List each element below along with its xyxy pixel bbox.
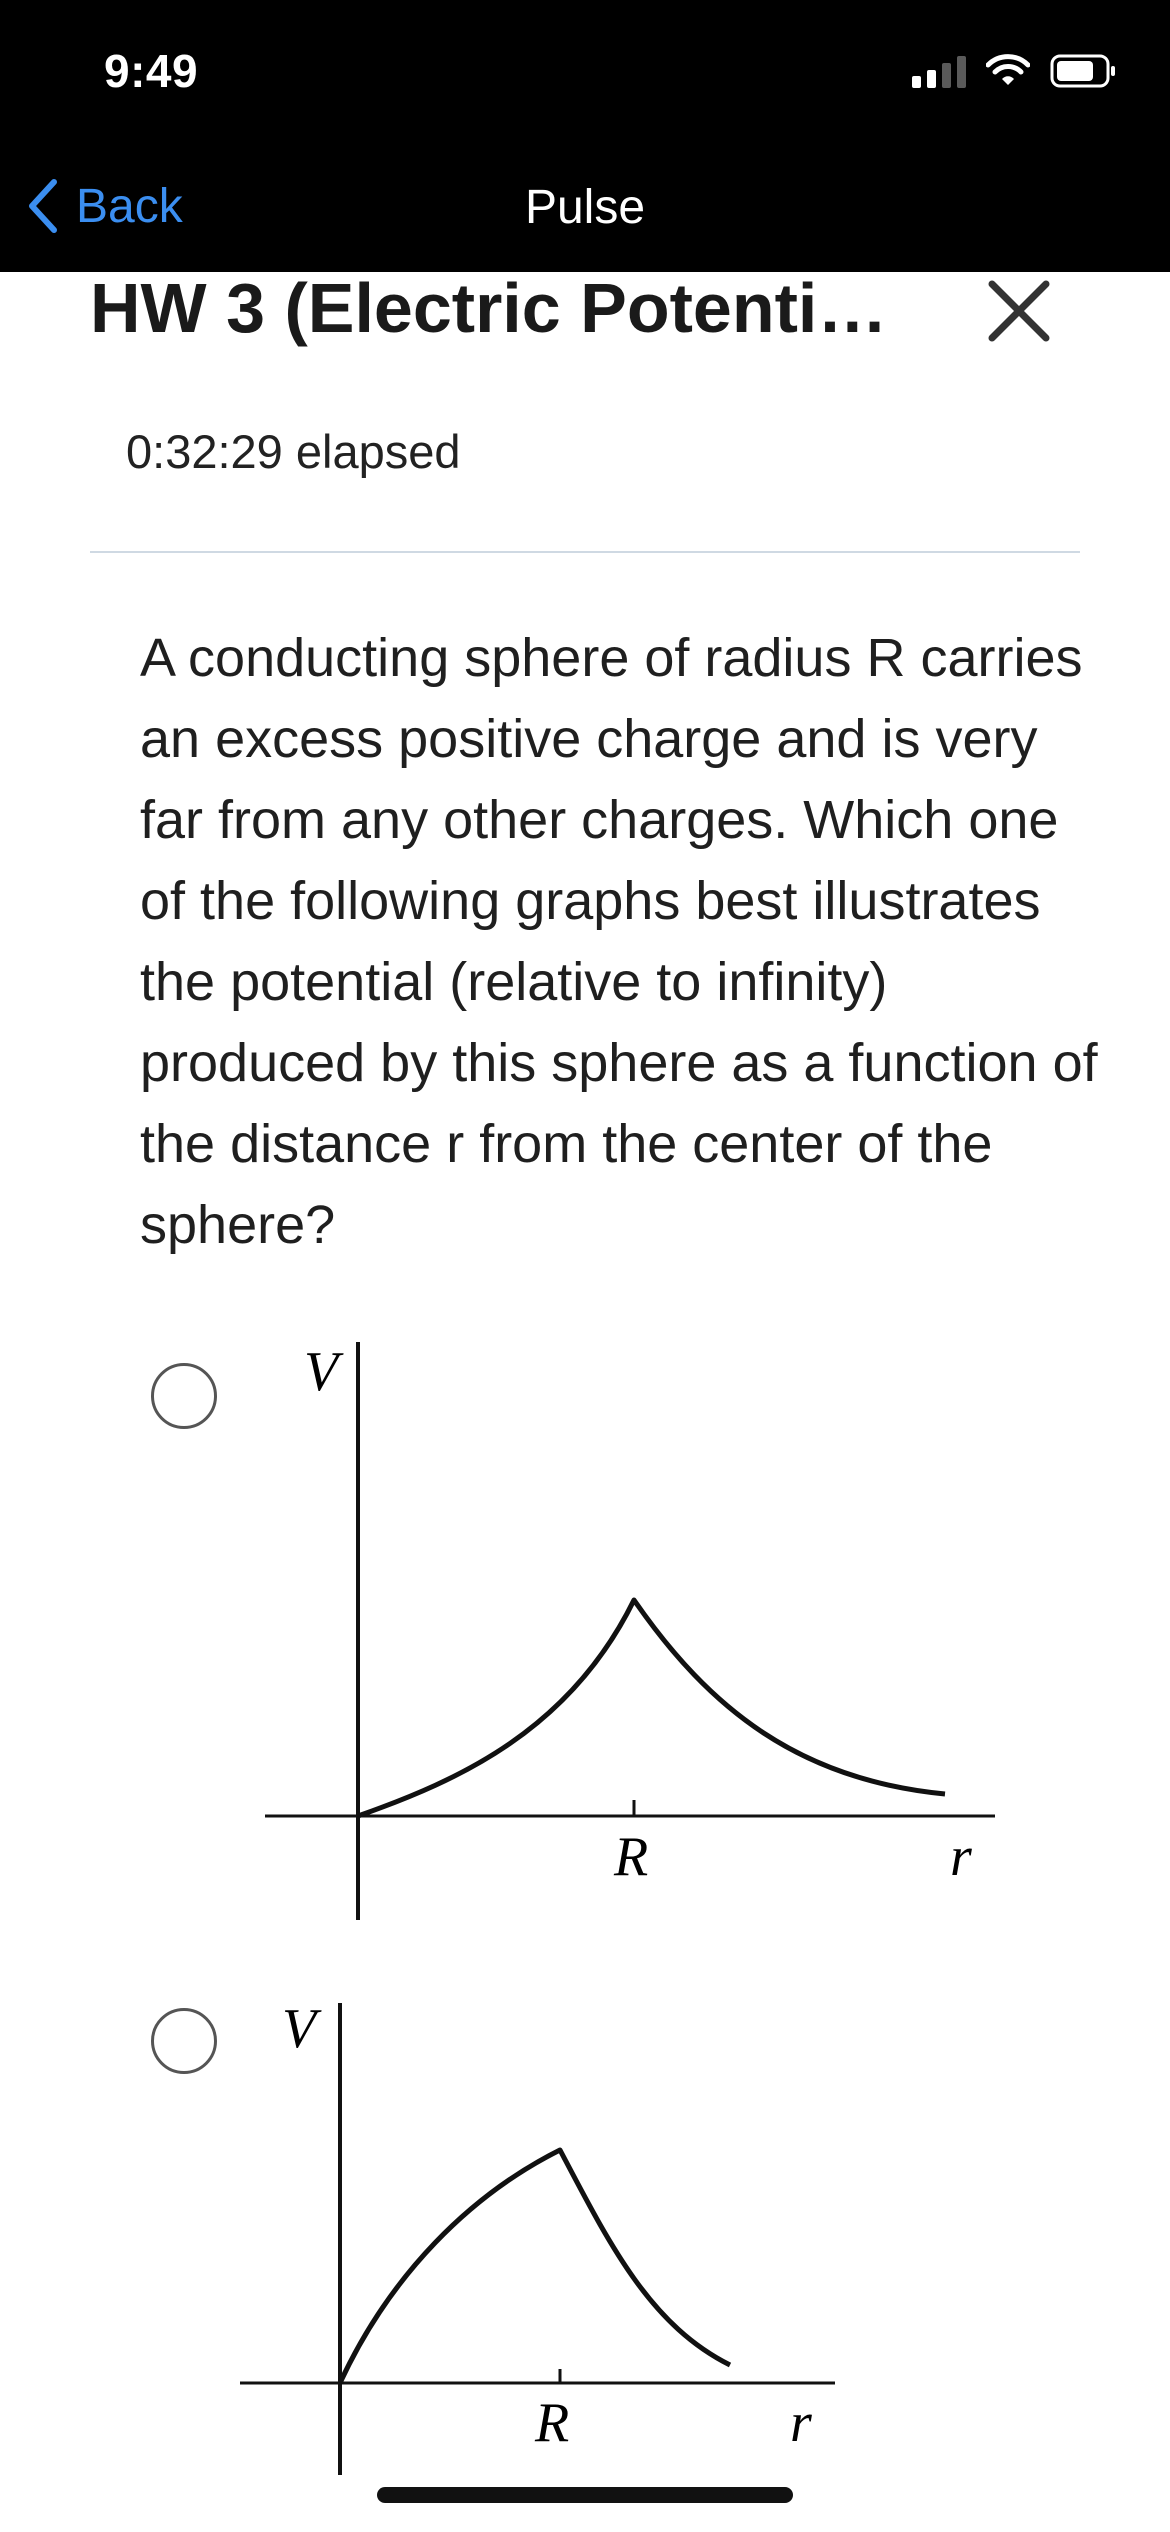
option-1-radio[interactable] [151, 1363, 217, 1429]
divider [90, 551, 1080, 553]
home-indicator [377, 2487, 793, 2503]
close-icon [984, 276, 1054, 346]
close-button[interactable] [984, 276, 1054, 346]
status-time: 9:49 [104, 45, 199, 97]
battery-icon [1050, 54, 1116, 88]
x-axis-label: r [950, 1826, 972, 1888]
status-icons [912, 54, 1116, 88]
r-marker-label: R [535, 2392, 570, 2454]
nav-title: Pulse [524, 181, 646, 234]
option-1-graph [240, 1330, 1010, 1930]
option-2-graph [230, 1995, 850, 2485]
back-label: Back [76, 179, 183, 233]
y-axis-label: V [282, 1998, 317, 2060]
r-marker-label: R [614, 1826, 649, 1888]
question-text: A conducting sphere of radius R carries an excess positive charge and is very far from any other charges. Which one of the following graphs best illustrates the potential (relative to infinity) produced by this sphere as a function of the distance r from the center of the sphere? [140, 628, 1098, 1255]
x-axis-label: r [790, 2392, 812, 2454]
elapsed-timer: 0:32:29 elapsed [126, 425, 461, 478]
status-bar [0, 0, 1170, 150]
potential-curve [340, 2150, 730, 2383]
potential-curve [358, 1600, 945, 1816]
wifi-icon [986, 54, 1030, 88]
cellular-signal-icon [912, 54, 966, 88]
y-axis-label: V [304, 1341, 339, 1403]
assignment-title: HW 3 (Electric Potenti… [90, 269, 888, 347]
option-2-radio[interactable] [151, 2008, 217, 2074]
navigation-bar [0, 150, 1170, 272]
